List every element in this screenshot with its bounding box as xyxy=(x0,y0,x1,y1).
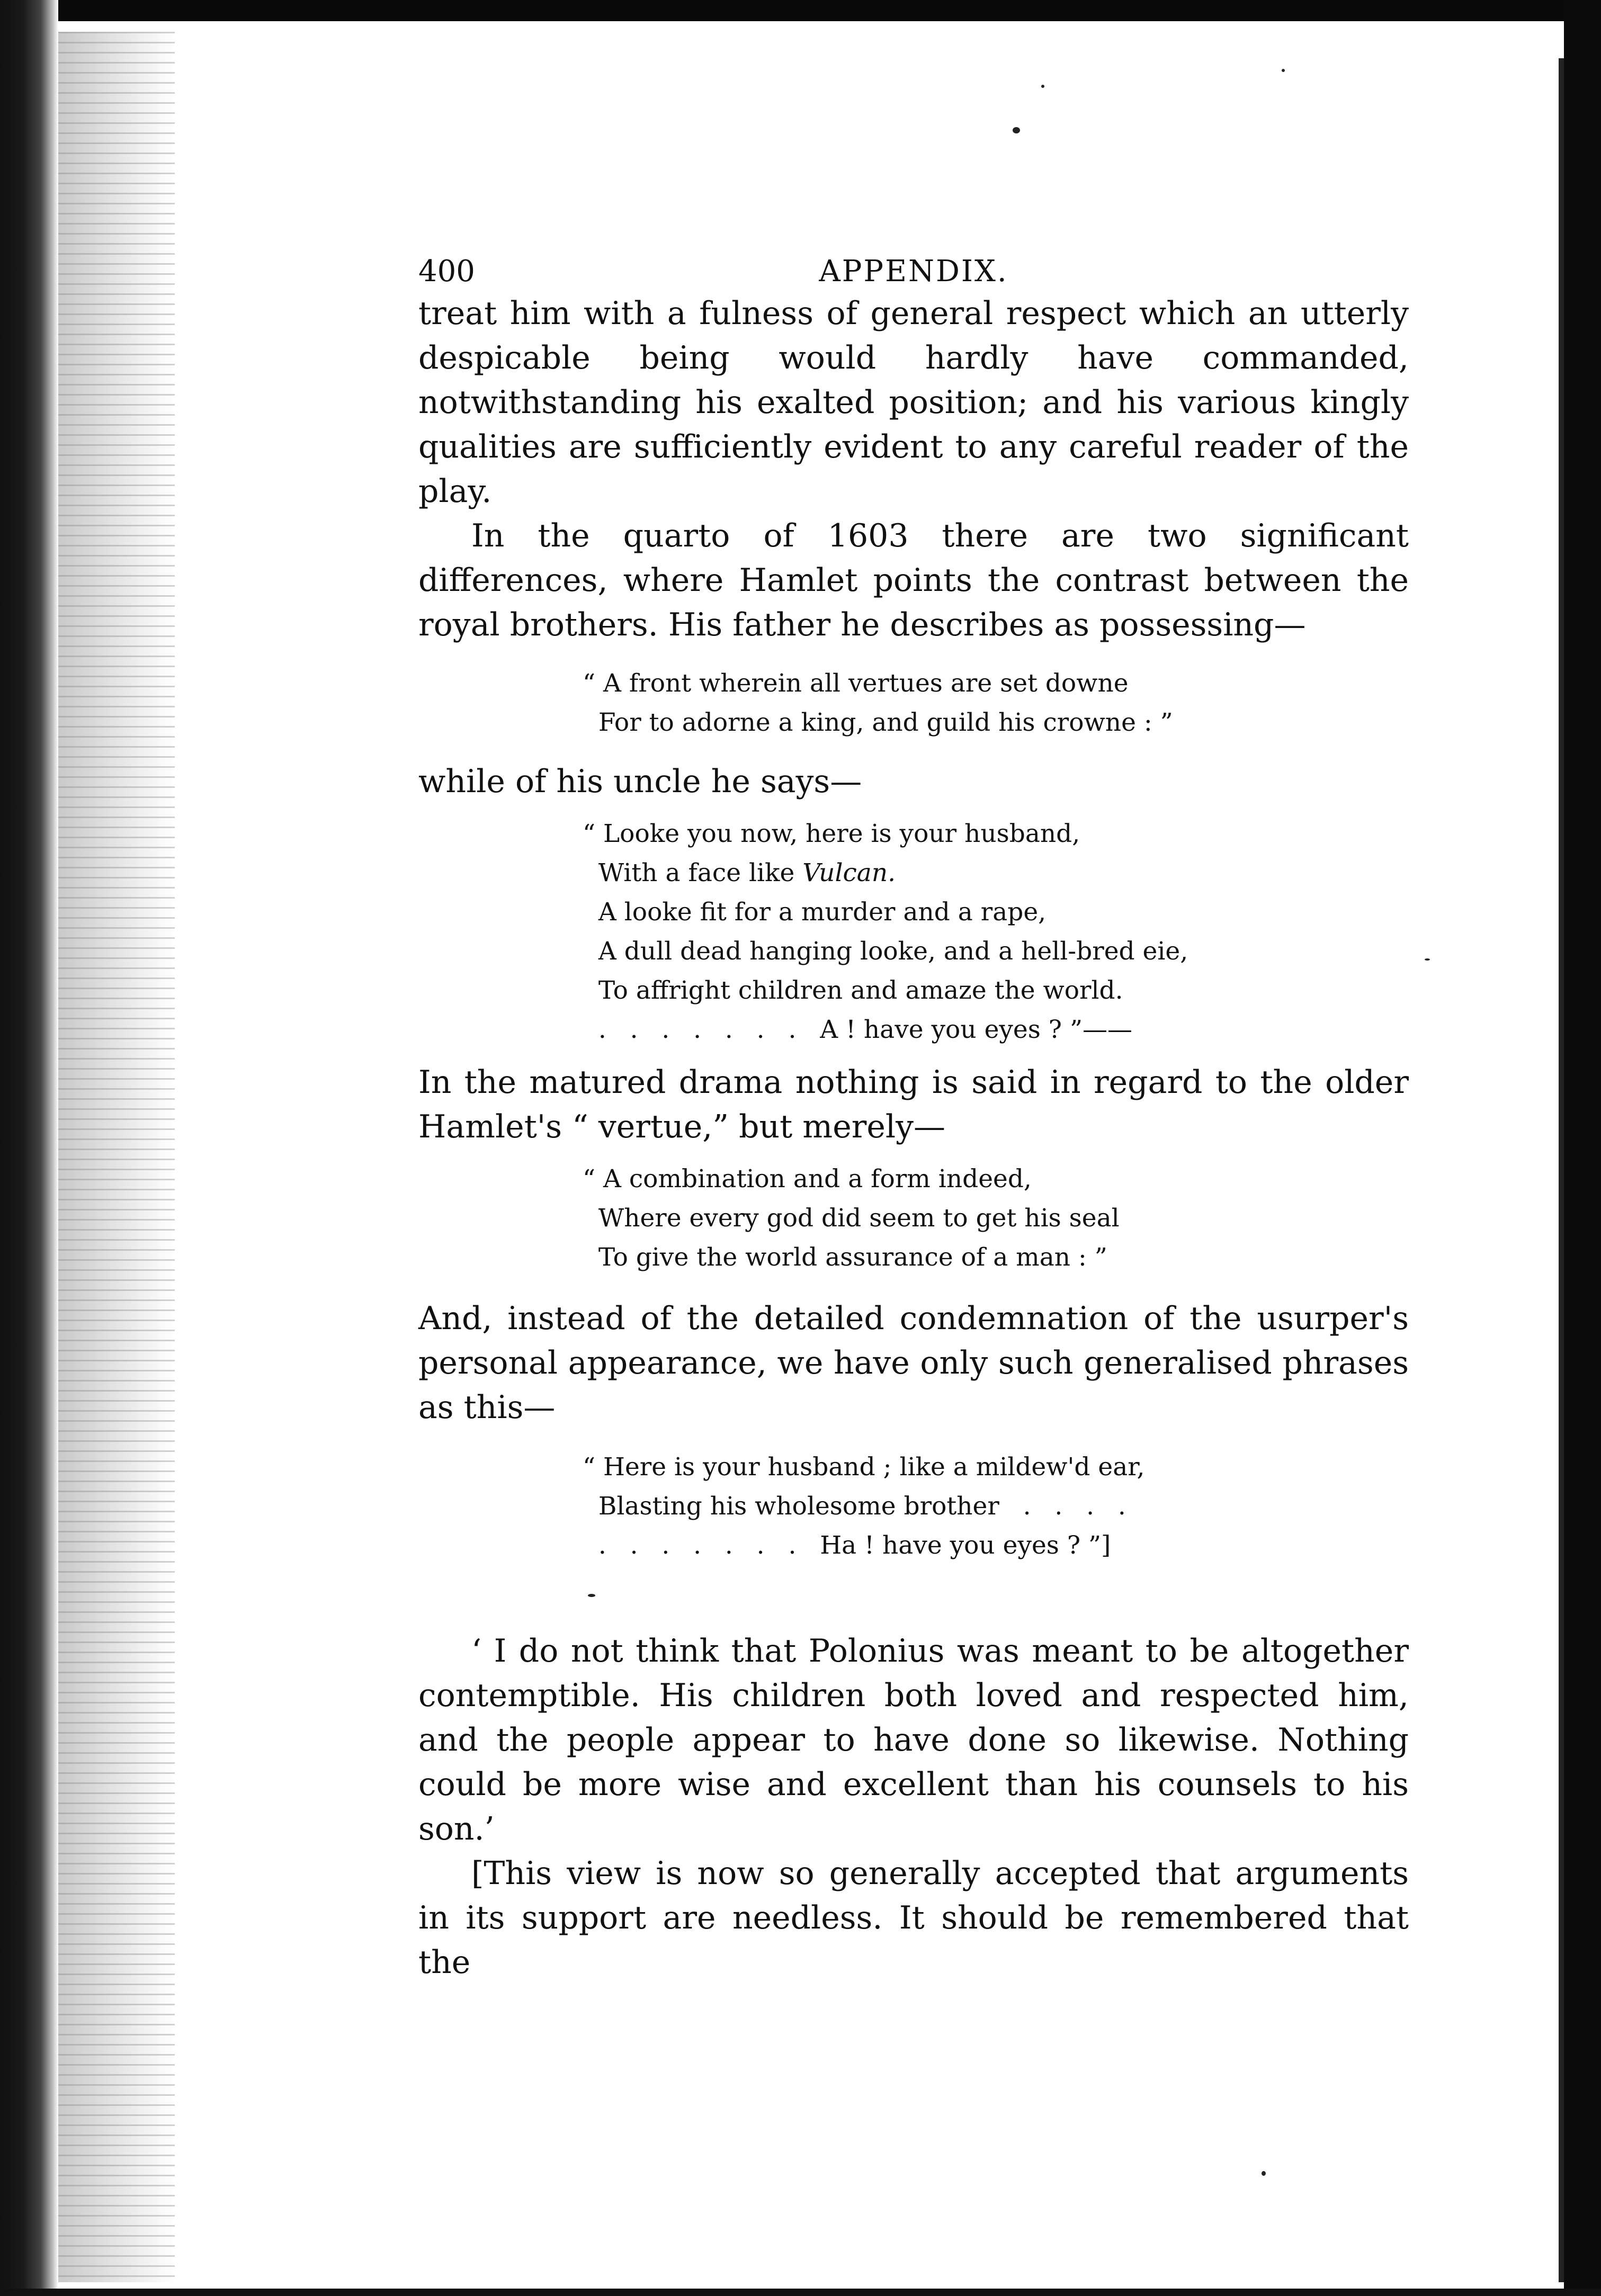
paragraph-usurper: And, instead of the detailed condemnation of the usurper's personal appearance, we have only such generalised phrases as this— xyxy=(418,1300,1409,1426)
quote-line-text: With a face like xyxy=(583,858,803,887)
running-head xyxy=(418,249,1409,291)
paragraph-uncle-intro: while of his uncle he says— xyxy=(418,763,862,800)
quote-father xyxy=(583,664,1409,742)
quote-line: “ Looke you now, here is your husband, xyxy=(583,819,1080,848)
quote-line: “ A combination and a form indeed, xyxy=(583,1164,1032,1194)
quote-uncle xyxy=(583,814,1409,1050)
quote-line: . . . . . . . A ! have you eyes ? ”—— xyxy=(583,1015,1132,1044)
scan-right-edge xyxy=(1564,0,1601,2296)
scan-speck xyxy=(1262,2171,1266,2176)
quote-line: To give the world assurance of a man : ” xyxy=(583,1243,1107,1272)
paragraph-matured-drama: In the matured drama nothing is said in regard to the older Hamlet's “ vertue,” but merely— xyxy=(418,1064,1409,1145)
scan-speck xyxy=(1282,69,1285,72)
quote-mildewd-ear xyxy=(583,1448,1409,1565)
paragraph-continuation: treat him with a fulness of general respect which an utterly despicable being would hardly have commanded, notwithstanding his exalted position; and his various kingly qualities are sufficiently evident to any careful reader of the play. xyxy=(418,295,1409,510)
quote-line: A dull dead hanging looke, and a hell-bred eie, xyxy=(583,937,1188,966)
quote-combination xyxy=(583,1160,1409,1277)
page-number: 400 xyxy=(418,254,475,289)
quote-line: A looke fit for a murder and a rape, xyxy=(583,898,1047,927)
scan-bottom-edge xyxy=(0,2289,1601,2296)
scan-top-edge xyxy=(0,0,1601,21)
paragraph-view-accepted: [This view is now so generally accepted that arguments in its support are needless. It should be remembered that the xyxy=(418,1855,1409,1981)
scan-binding-edge xyxy=(0,0,58,2296)
paragraph-polonius: ‘ I do not think that Polonius was meant to be altogether contemptible. His children both loved and respected him, and the people appear to have done so likewise. Nothing could be more wise and excellent than his counsels to his son.’ xyxy=(418,1633,1409,1847)
paragraph-quarto-differences: In the quarto of 1603 there are two significant differences, where Hamlet points the contrast between the royal brothers. His father he describes as possessing— xyxy=(418,517,1409,643)
quote-line: . . . . . . . Ha ! have you eyes ? ”] xyxy=(583,1531,1111,1560)
scan-right-page-stack xyxy=(1559,58,1564,2282)
scan-speck xyxy=(1013,127,1020,133)
quote-line: “ A front wherein all vertues are set downe xyxy=(583,669,1129,698)
quote-line xyxy=(583,854,1409,893)
quote-line: Where every god did seem to get his seal xyxy=(583,1204,1120,1233)
scan-speck xyxy=(1041,85,1044,88)
scan-binding-texture xyxy=(58,32,175,2282)
quote-line: For to adorne a king, and guild his crowne : ” xyxy=(583,708,1173,737)
quote-italic-word: Vulcan. xyxy=(802,858,896,887)
quote-line: To affright children and amaze the world. xyxy=(583,976,1123,1005)
quote-line: Blasting his wholesome brother . . . . xyxy=(583,1492,1126,1521)
quote-line: “ Here is your husband ; like a mildew'd ear, xyxy=(583,1452,1145,1482)
running-title: APPENDIX. xyxy=(819,254,1008,289)
section-gap xyxy=(418,1565,1409,1629)
scan-speck xyxy=(1425,958,1430,961)
book-page xyxy=(418,249,1409,1985)
